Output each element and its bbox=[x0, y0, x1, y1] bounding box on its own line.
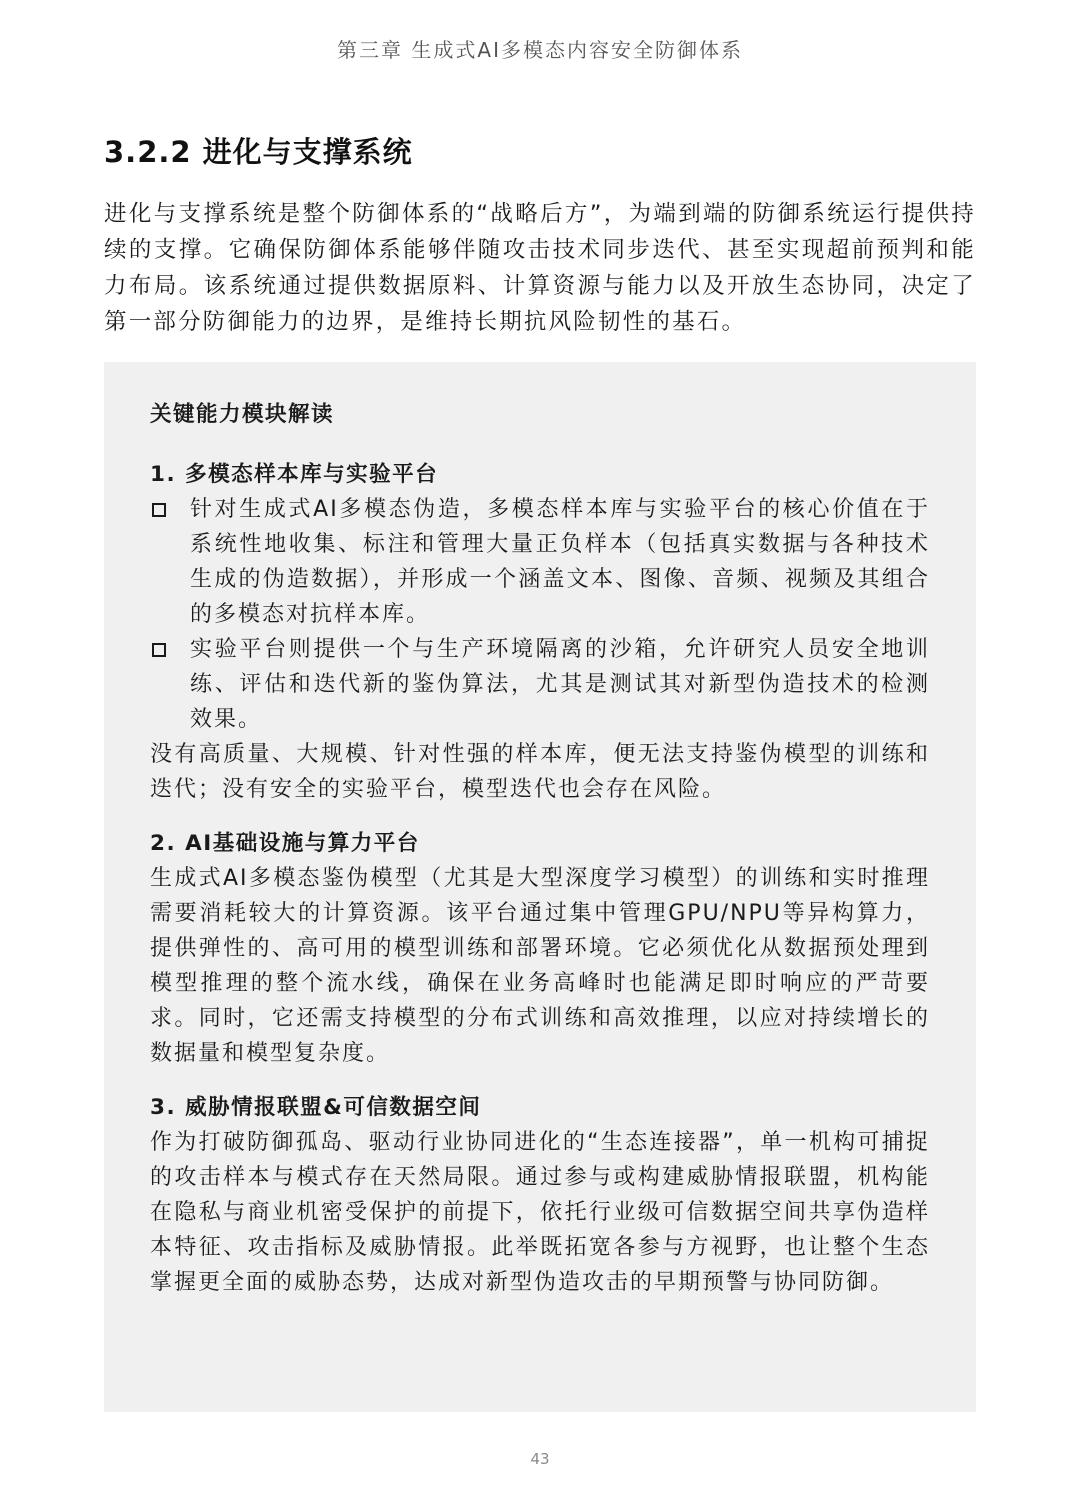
intro-paragraph: 进化与支撑系统是整个防御体系的“战略后方”，为端到端的防御系统运行提供持续的支撑。它确保防御体系能够伴随攻击技术同步迭代、甚至实现超前预判和能力布局。该系统通过提供数据原料、计算资源与能力以及开放生态协同，决定了第一部分防御能力的边界，是维持长期抗风险韧性的基石。 bbox=[104, 201, 976, 335]
module-body: 作为打破防御孤岛、驱动行业协同进化的“生态连接器”，单一机构可捕捉的攻击样本与模式存在天然局限。通过参与或构建威胁情报联盟，机构能在隐私与商业机密受保护的前提下，依托行业级可信数据空间共享伪造样本特征、攻击指标及威胁情报。此举既拓宽各参与方视野，也让整个生态掌握更全面的威胁态势，达成对新型伪造攻击的早期预警与协同防御。 bbox=[150, 1130, 930, 1295]
bullet-text: 针对生成式AI多模态伪造，多模态样本库与实验平台的核心价值在于系统性地收集、标注和管理大量正负样本（包括真实数据与各种技术生成的伪造数据），并形成一个涵盖文本、图像、音频、视频及其组合的多模态对抗样本库。 bbox=[190, 497, 930, 627]
page-number: 43 bbox=[530, 1450, 550, 1468]
checkbox-bullet-icon bbox=[150, 632, 190, 667]
module-summary: 没有高质量、大规模、针对性强的样本库，便无法支持鉴伪模型的训练和迭代；没有安全的实验平台，模型迭代也会存在风险。 bbox=[150, 742, 930, 802]
callout-title: 关键能力模块解读 bbox=[150, 402, 335, 427]
list-item bbox=[150, 632, 930, 737]
module-heading: 1. 多模态样本库与实验平台 bbox=[150, 462, 439, 487]
module-sample-library bbox=[150, 458, 930, 807]
list-item bbox=[150, 492, 930, 632]
key-capabilities-callout bbox=[104, 362, 976, 1412]
section-title: 3.2.2 进化与支撑系统 bbox=[104, 135, 413, 169]
module-heading: 2. AI基础设施与算力平台 bbox=[150, 831, 420, 856]
module-threat-intel bbox=[150, 1091, 930, 1300]
running-header: 第三章 生成式AI多模态内容安全防御体系 bbox=[337, 38, 743, 62]
bullet-text: 实验平台则提供一个与生产环境隔离的沙箱，允许研究人员安全地训练、评估和迭代新的鉴伪算法，尤其是测试其对新型伪造技术的检测效果。 bbox=[190, 637, 930, 732]
module-heading: 3. 威胁情报联盟&可信数据空间 bbox=[150, 1095, 482, 1120]
module-ai-infrastructure bbox=[150, 827, 930, 1071]
module-body: 生成式AI多模态鉴伪模型（尤其是大型深度学习模型）的训练和实时推理需要消耗较大的计算资源。该平台通过集中管理GPU/NPU等异构算力，提供弹性的、高可用的模型训练和部署环境。它必须优化从数据预处理到模型推理的整个流水线，确保在业务高峰时也能满足即时响应的严苛要求。同时，它还需支持模型的分布式训练和高效推理，以应对持续增长的数据量和模型复杂度。 bbox=[150, 866, 930, 1066]
checkbox-bullet-icon bbox=[150, 492, 190, 527]
